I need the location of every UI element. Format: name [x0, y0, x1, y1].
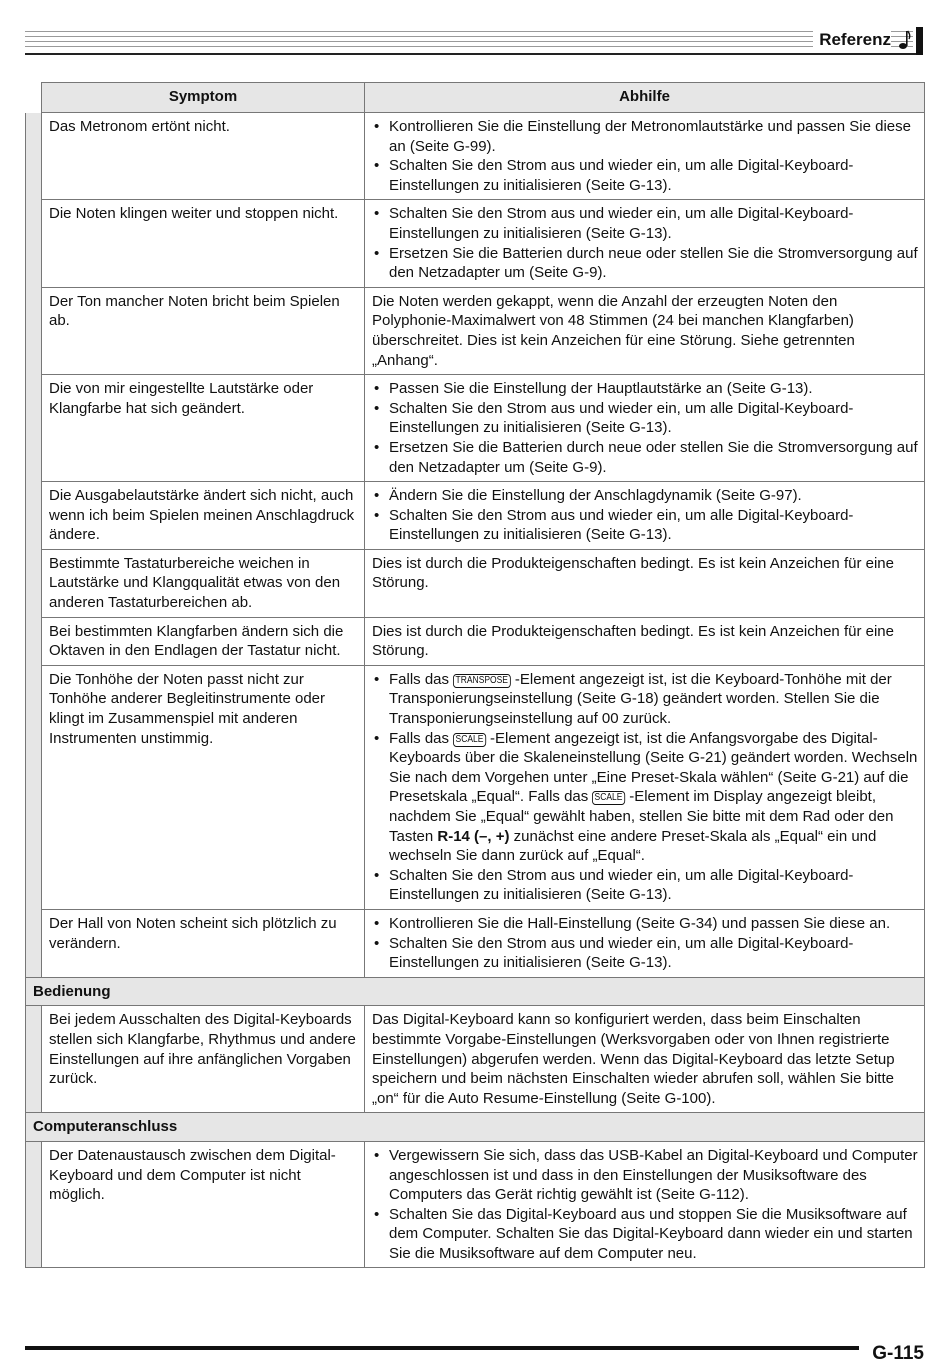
section-title-computer: Computeranschluss: [26, 1113, 925, 1142]
table-row: [26, 113, 925, 200]
remedy-text: -Element im Display angezeigt bleibt, nachdem Sie „Equal“ gewählt haben, stellen Sie bitte mit dem Rad oder den Tasten: [389, 788, 894, 845]
symptom-cell: Der Datenaustausch zwischen dem Digital-Keyboard und dem Computer ist nicht möglich.: [42, 1141, 365, 1268]
scale-indicator: SCALE: [592, 791, 625, 805]
page-number: G-115: [872, 1343, 924, 1364]
table-row: [26, 200, 925, 287]
remedy-cell: Dies ist durch die Produkteigenschaften bedingt. Es ist kein Anzeichen für eine Störung.: [365, 549, 925, 617]
remedy-cell: [365, 665, 925, 909]
button-reference: R-14 (–, +): [437, 827, 510, 845]
remedy-item: • Kontrollieren Sie die Einstellung der Metronomlautstärke und passen Sie diese an (Seite G-99).: [372, 117, 918, 156]
column-header-remedy: Abhilfe: [365, 83, 925, 113]
remedy-item: • Kontrollieren Sie die Hall-Einstellung (Seite G-34) und passen Sie diese an.: [372, 914, 918, 934]
remedy-cell: [365, 200, 925, 287]
footer-rule: [25, 1346, 859, 1350]
remedy-item: • Schalten Sie den Strom aus und wieder ein, um alle Digital-Keyboard-Einstellungen zu initialisieren (Seite G-13).: [372, 156, 918, 195]
remedy-item: • Schalten Sie den Strom aus und wieder ein, um alle Digital-Keyboard-Einstellungen zu initialisieren (Seite G-13).: [372, 934, 918, 973]
remedy-item: • Schalten Sie das Digital-Keyboard aus und stoppen Sie die Musiksoftware auf dem Computer. Schalten Sie das Digital-Keyboard dann wieder ein und starten Sie die Musiksoftware auf dem Computer neu.: [372, 1205, 918, 1264]
table-row: [26, 287, 925, 374]
remedy-cell: Dies ist durch die Produkteigenschaften bedingt. Es ist kein Anzeichen für eine Störung.: [365, 617, 925, 665]
remedy-item: • Ersetzen Sie die Batterien durch neue oder stellen Sie die Stromversorgung auf den Netzadapter um (Seite G-9).: [372, 438, 918, 477]
section-header-row: [26, 977, 925, 1006]
table-row: [26, 549, 925, 617]
remedy-item: [372, 729, 918, 866]
symptom-cell: Die Ausgabelautstärke ändert sich nicht, auch wenn ich beim Spielen meinen Anschlagdruck ändere.: [42, 482, 365, 550]
symptom-cell: Bei jedem Ausschalten des Digital-Keyboards stellen sich Klangfarbe, Rhythmus und andere Einstellungen auf ihre anfänglichen Vorgaben zurück.: [42, 1006, 365, 1113]
header-rule: [25, 53, 923, 55]
staff-line: [25, 46, 913, 47]
scale-indicator: SCALE: [453, 733, 486, 747]
symptom-cell: Der Ton mancher Noten bricht beim Spielen ab.: [42, 287, 365, 374]
remedy-cell: [365, 1141, 925, 1268]
table-row: [26, 1141, 925, 1268]
remedy-cell: [365, 482, 925, 550]
column-header-symptom: Symptom: [42, 83, 365, 113]
table-row: [26, 1006, 925, 1113]
section-gutter: [26, 1006, 42, 1113]
remedy-item: • Schalten Sie den Strom aus und wieder ein, um alle Digital-Keyboard-Einstellungen zu initialisieren (Seite G-13).: [372, 506, 918, 545]
section-header-row: [26, 1113, 925, 1142]
section-title-operation: Bedienung: [26, 977, 925, 1006]
remedy-cell: [365, 375, 925, 482]
remedy-text: -Element angezeigt ist, ist die Keyboard-Tonhöhe mit der Transponierungseinstellung (Seite G-18) geändert worden. Stellen Sie die Transponierungseinstellung auf 00 zurück.: [389, 670, 892, 728]
remedy-item: • Ändern Sie die Einstellung der Anschlagdynamik (Seite G-97).: [372, 486, 918, 506]
section-gutter: [26, 113, 42, 978]
remedy-item: • Schalten Sie den Strom aus und wieder ein, um alle Digital-Keyboard-Einstellungen zu initialisieren (Seite G-13).: [372, 204, 918, 243]
symptom-cell: Der Hall von Noten scheint sich plötzlich zu verändern.: [42, 909, 365, 977]
remedy-item: • Schalten Sie den Strom aus und wieder ein, um alle Digital-Keyboard-Einstellungen zu initialisieren (Seite G-13).: [372, 399, 918, 438]
remedy-item: [372, 670, 918, 729]
table-header-row: [26, 83, 925, 113]
remedy-item: • Passen Sie die Einstellung der Hauptlautstärke an (Seite G-13).: [372, 379, 918, 399]
remedy-cell: [365, 113, 925, 200]
remedy-item: • Schalten Sie den Strom aus und wieder ein, um alle Digital-Keyboard-Einstellungen zu initialisieren (Seite G-13).: [372, 866, 918, 905]
table-row: [26, 665, 925, 909]
symptom-cell: Bei bestimmten Klangfarben ändern sich die Oktaven in den Endlagen der Tastatur nicht.: [42, 617, 365, 665]
remedy-cell: Die Noten werden gekappt, wenn die Anzahl der erzeugten Noten den Polyphonie-Maximalwert von 48 Stimmen (24 bei manchen Klangfarben) überschreitet. Dies ist kein Anzeichen für eine Störung. Siehe getrennten „Anhang“.: [365, 287, 925, 374]
remedy-cell: [365, 909, 925, 977]
symptom-cell: Die Noten klingen weiter und stoppen nicht.: [42, 200, 365, 287]
section-title: Referenz: [813, 30, 891, 50]
table-row: [26, 482, 925, 550]
remedy-cell: Das Digital-Keyboard kann so konfiguriert werden, dass beim Einschalten bestimmte Vorgabe-Einstellungen (Werksvorgaben oder von Ihnen registrierte Einstellungen) abgerufen werden. Wenn das Digital-Keyboard das letzte Setup speichern und beim nächsten Einschalten wieder abrufen soll, wählen Sie bitte „on“ für die Auto Resume-Einstellung (Seite G-100).: [365, 1006, 925, 1113]
page-header: [25, 27, 923, 55]
table-row: [26, 909, 925, 977]
remedy-text: Falls das: [389, 670, 454, 688]
music-note-icon: [897, 29, 911, 51]
symptom-cell: Die von mir eingestellte Lautstärke oder Klangfarbe hat sich geändert.: [42, 375, 365, 482]
remedy-text: Falls das: [389, 729, 454, 747]
staff-line: [25, 41, 913, 42]
symptom-cell: Die Tonhöhe der Noten passt nicht zur Tonhöhe anderer Begleitinstrumente oder klingt im Zusammenspiel mit anderen Instrumenten unstimmig.: [42, 665, 365, 909]
remedy-text: zunächst eine andere Preset-Skala als „Equal“ ein und wechseln Sie dann zurück auf „Equal“.: [389, 827, 877, 865]
symptom-cell: Bestimmte Tastaturbereiche weichen in Lautstärke und Klangqualität etwas von den anderen Tastaturbereichen ab.: [42, 549, 365, 617]
section-tab: [916, 27, 923, 55]
table-row: [26, 375, 925, 482]
remedy-item: • Vergewissern Sie sich, dass das USB-Kabel an Digital-Keyboard und Computer angeschlossen ist und dass in den Einstellungen der Musiksoftware des Computers das Gerät richtig gewählt ist (Seite G-112).: [372, 1146, 918, 1205]
remedy-item: • Ersetzen Sie die Batterien durch neue oder stellen Sie die Stromversorgung auf den Netzadapter um (Seite G-9).: [372, 244, 918, 283]
transpose-indicator: TRANSPOSE: [453, 674, 511, 688]
staff-line: [25, 36, 913, 37]
staff-line: [25, 31, 913, 32]
table-row: [26, 617, 925, 665]
section-gutter: [26, 1141, 42, 1268]
remedy-text: -Element angezeigt ist, ist die Anfangsvorgabe des Digital-Keyboards über die Skaleneinstellung (Seite G-21) geändert worden. Wechseln Sie nach dem Vorgehen unter „Eine Preset-Skala wählen“ (Seite G-21) auf die Presetskala „Equal“. Falls das: [389, 729, 918, 806]
troubleshooting-table: [25, 82, 925, 1268]
symptom-cell: Das Metronom ertönt nicht.: [42, 113, 365, 200]
